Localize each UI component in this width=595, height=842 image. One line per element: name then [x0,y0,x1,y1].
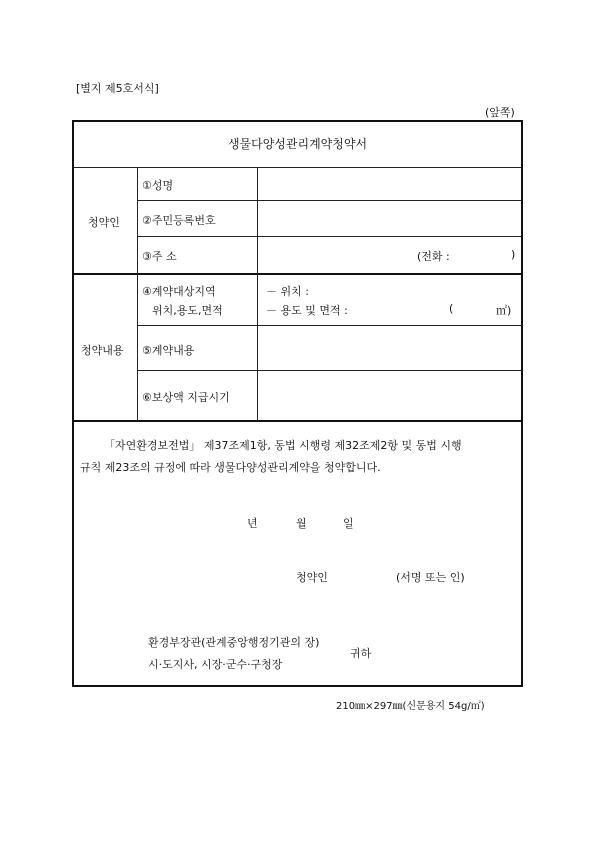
paper-specification: 210㎜×297㎜(신문용지 54g/㎡) [336,701,485,712]
statement-line-1: 「자연환경보전법」 제37조제1항, 동법 시행령 제32조제2항 및 동법 시행 [104,439,462,452]
row-divider [138,370,522,371]
applicant-group-label: 청약인 [88,216,120,229]
date-month-label: 월 [296,517,307,530]
row-divider [138,200,522,201]
label-column-divider [257,168,258,421]
signature-label: (서명 또는 인) [396,571,465,584]
top-border [72,120,523,122]
contract-group-label: 청약내용 [81,344,124,357]
row-divider [138,236,522,237]
statement-line-2: 규칙 제23조의 규정에 따라 생물다양성관리계약을 청약합니다. [80,461,381,474]
use-area-item: － 용도 및 면적 : [266,304,348,317]
recipient-line-2: 시·도지사, 시장·군수·구청장 [148,658,283,671]
area-label-line1: ④계약대상지역 [142,285,216,298]
date-day-label: 일 [343,517,354,530]
resident-number-field[interactable] [259,202,520,235]
left-border [72,120,74,687]
form-number-label: [별지 제5호서식] [76,82,159,95]
phone-label: (전화 : [417,250,450,263]
phone-close-paren: ) [511,248,516,261]
compensation-timing-label: ⑥보상액 지급시기 [142,391,230,404]
name-field[interactable] [259,169,520,199]
section-divider [73,273,522,275]
page-side-label: (앞쪽) [485,106,515,119]
compensation-timing-field[interactable] [259,372,520,419]
group-column-divider [137,168,138,421]
area-label-line2: 위치,용도,면적 [152,304,223,317]
name-label: ①성명 [142,179,174,192]
title-divider [73,167,522,168]
area-open-paren: ( [449,302,454,315]
form-title: 생물다양성관리계약청약서 [227,137,368,151]
address-label: ③주 소 [142,250,177,263]
section-divider [73,420,522,422]
right-border [521,120,523,687]
recipient-line-1: 환경부장관(관계중앙행정기관의 장) [148,636,320,649]
location-item: － 위치 : [266,285,309,298]
contract-content-field[interactable] [259,327,520,369]
date-year-label: 년 [247,517,258,530]
contract-content-label: ⑤계약내용 [142,344,195,357]
area-unit: ㎡) [496,304,512,317]
signer-label: 청약인 [296,571,328,584]
bottom-border [72,685,523,687]
resident-number-label: ②주민등록번호 [142,214,216,227]
honorific-label: 귀하 [350,647,372,660]
row-divider [138,325,522,326]
address-field[interactable] [259,238,409,272]
